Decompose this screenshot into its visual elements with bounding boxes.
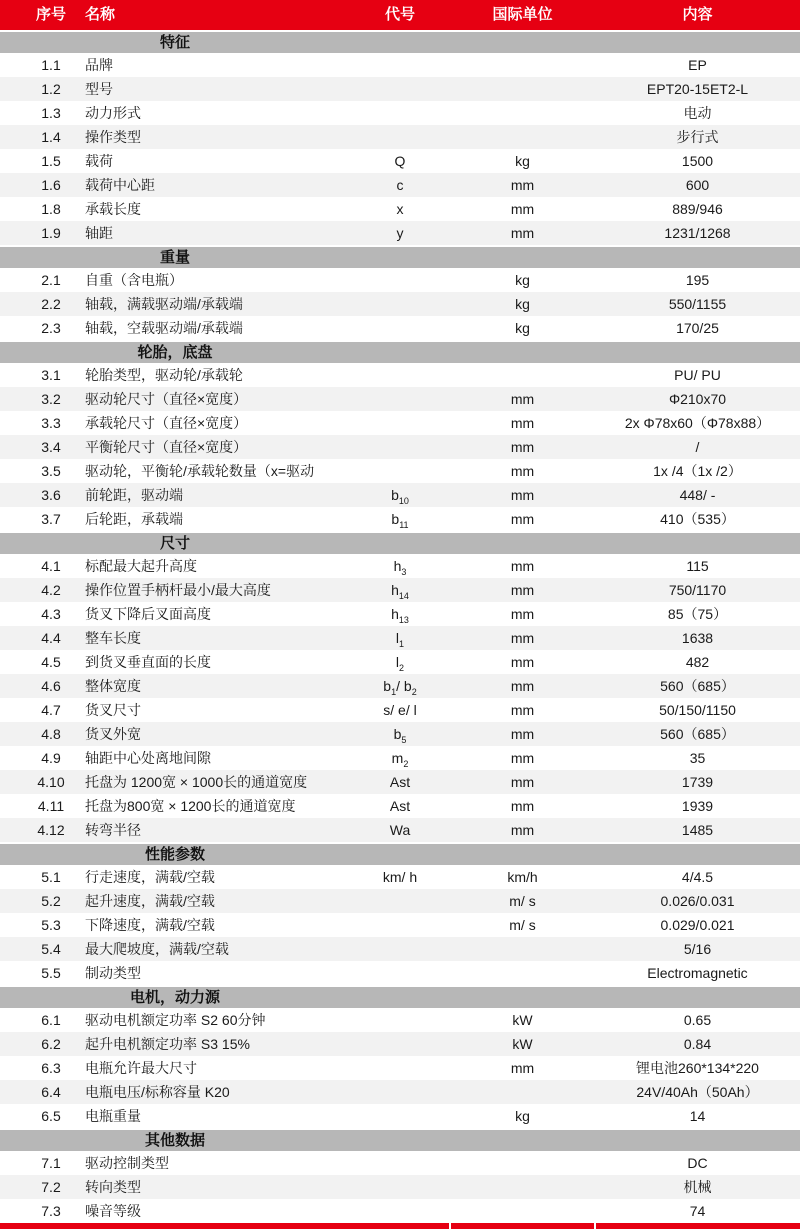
row-unit (450, 1199, 595, 1223)
row-name: 最大爬坡度，满载/空载 (85, 941, 229, 957)
table-row (0, 316, 800, 340)
row-symbol: $b_{11}$ (391, 511, 409, 530)
row-no: 4.5 (41, 654, 61, 670)
row-no: 5.3 (41, 917, 61, 933)
row-symbol (350, 1008, 450, 1032)
row-unit: km/h (507, 869, 538, 885)
row-name: 驱动控制类型 (85, 1155, 169, 1171)
row-symbol (350, 77, 450, 101)
row-unit: mm (510, 391, 535, 407)
row-unit (450, 1080, 595, 1104)
row-name: 货叉下降后叉面高度 (85, 606, 211, 622)
row-no: 1.5 (41, 153, 61, 169)
row-name: 驱动轮，平衡轮/承载轮数量（x=驱动 (85, 463, 315, 479)
table-row (0, 554, 800, 578)
table-row (0, 387, 800, 411)
row-unit: mm (510, 678, 535, 694)
section-title: 特征 (159, 34, 190, 51)
section-title: 电机，动力源 (129, 989, 220, 1006)
row-symbol (350, 913, 450, 937)
row-unit: mm (510, 630, 535, 646)
row-value: EPT20-15ET2-L (646, 81, 749, 97)
bottom-bar-segment (451, 1223, 594, 1229)
row-unit: mm (510, 487, 535, 503)
row-unit: mm (510, 750, 535, 766)
header-col-content: 内容 (682, 6, 713, 23)
header-col-no: 序号 (35, 6, 66, 23)
row-name: 品牌 (85, 57, 113, 73)
row-name: 轴载，满载驱动端/承载端 (85, 296, 243, 312)
table-row (0, 101, 800, 125)
row-symbol: $b_{10}$ (391, 487, 409, 506)
row-symbol (350, 316, 450, 340)
bottom-bar-segment (596, 1223, 800, 1229)
table-row (0, 173, 800, 197)
row-no: 6.1 (41, 1012, 61, 1028)
row-symbol (350, 889, 450, 913)
row-no: 2.3 (41, 320, 61, 336)
row-unit: kW (512, 1036, 533, 1052)
table-row (0, 1008, 800, 1032)
section-header-bar (0, 342, 800, 363)
row-unit: kg (515, 1108, 530, 1124)
row-no: 7.3 (41, 1203, 61, 1219)
row-unit: kW (512, 1012, 533, 1028)
row-unit (450, 77, 595, 101)
row-value: 410（535） (660, 511, 735, 527)
section-title: 轮胎，底盘 (137, 344, 213, 361)
row-name: 电瓶电压/标称容量 K20 (85, 1084, 230, 1100)
row-value: 1500 (681, 153, 714, 169)
header-col-name: 名称 (85, 6, 116, 23)
row-no: 5.5 (41, 965, 61, 981)
bottom-bar-segment (0, 1223, 449, 1229)
row-value: 锂电池260*134*220 (636, 1060, 759, 1076)
row-value: DC (687, 1155, 708, 1171)
bottom-red-bar (0, 1223, 800, 1229)
row-value: / (695, 439, 700, 455)
row-no: 3.5 (41, 463, 61, 479)
section-header-bar (0, 533, 800, 554)
row-value: 170/25 (676, 320, 719, 336)
row-symbol: $m_2$ (391, 750, 409, 769)
row-name: 整体宽度 (85, 678, 141, 694)
table-row (0, 1175, 800, 1199)
row-no: 3.6 (41, 487, 61, 503)
row-no: 1.2 (41, 81, 61, 97)
row-name: 电瓶允许最大尺寸 (85, 1060, 197, 1076)
section-header-bar (0, 844, 800, 865)
row-unit: mm (510, 439, 535, 455)
table-row (0, 77, 800, 101)
table-row (0, 411, 800, 435)
row-no: 5.4 (41, 941, 61, 957)
row-name: 货叉外宽 (85, 726, 141, 742)
table-row (0, 1056, 800, 1080)
row-value: 115 (686, 558, 709, 574)
row-no: 5.1 (41, 869, 61, 885)
row-no: 1.9 (41, 225, 61, 241)
row-symbol: $h_3$ (393, 558, 407, 577)
table-row (0, 674, 800, 698)
row-value: 600 (685, 177, 710, 193)
row-name: 操作类型 (85, 129, 141, 145)
row-name: 承载轮尺寸（直径×宽度） (85, 415, 248, 431)
row-symbol: $h_{14}$ (391, 582, 409, 601)
table-row (0, 650, 800, 674)
row-symbol (350, 961, 450, 985)
row-unit (450, 101, 595, 125)
row-value: 74 (689, 1203, 706, 1219)
table-row (0, 770, 800, 794)
row-value: 0.84 (683, 1036, 712, 1052)
row-name: 轴距中心处离地间隙 (85, 750, 211, 766)
row-symbol (350, 1032, 450, 1056)
table-row (0, 794, 800, 818)
section-title: 尺寸 (159, 535, 190, 552)
row-name: 起升速度，满载/空载 (85, 893, 215, 909)
row-unit (450, 1151, 595, 1175)
section-header-bar (0, 1130, 800, 1151)
row-value: 750/1170 (668, 582, 727, 598)
row-symbol (350, 1151, 450, 1175)
row-name: 载荷中心距 (85, 177, 155, 193)
row-symbol: Q (394, 153, 406, 169)
row-value: 560（685） (660, 678, 735, 694)
table-row (0, 961, 800, 985)
row-no: 3.2 (41, 391, 61, 407)
table-row (0, 363, 800, 387)
row-value: EP (688, 57, 707, 73)
row-no: 2.2 (41, 296, 61, 312)
row-no: 4.7 (41, 702, 61, 718)
header-col-unit: 国际单位 (492, 6, 553, 23)
row-no: 6.4 (41, 1084, 61, 1100)
row-symbol (350, 1056, 450, 1080)
table-row (0, 1104, 800, 1128)
row-value: 2x Φ78x60（Φ78x88） (624, 415, 771, 431)
row-name: 转向类型 (85, 1179, 141, 1195)
row-symbol: $l_2$ (395, 654, 405, 673)
row-symbol (350, 435, 450, 459)
row-name: 托盘为800宽 × 1200长的通道宽度 (85, 798, 296, 814)
row-name: 转弯半径 (85, 822, 141, 838)
row-no: 4.3 (41, 606, 61, 622)
row-unit: kg (515, 296, 530, 312)
row-no: 3.3 (41, 415, 61, 431)
row-value: 机械 (683, 1179, 712, 1195)
row-symbol: $l_1$ (395, 630, 405, 649)
row-name: 行走速度，满载/空载 (85, 869, 215, 885)
section-title: 重量 (159, 249, 190, 266)
row-value: 步行式 (676, 129, 719, 145)
row-value: 1x /4（1x /2） (653, 463, 742, 479)
row-no: 7.2 (41, 1179, 61, 1195)
row-value: 560（685） (660, 726, 735, 742)
row-symbol (350, 1199, 450, 1223)
row-unit: mm (510, 225, 535, 241)
table-row (0, 149, 800, 173)
row-no: 4.11 (37, 798, 65, 814)
table-row (0, 268, 800, 292)
row-unit: mm (510, 1060, 535, 1076)
row-unit: mm (510, 702, 535, 718)
row-unit (450, 937, 595, 961)
table-row (0, 459, 800, 483)
row-unit: mm (510, 798, 535, 814)
row-name: 轴载，空载驱动端/承载端 (85, 320, 243, 336)
row-symbol (350, 363, 450, 387)
row-value: 1939 (681, 798, 714, 814)
row-no: 7.1 (41, 1155, 61, 1171)
row-name: 平衡轮尺寸（直径×宽度） (85, 439, 248, 455)
row-value: 889/946 (672, 201, 723, 217)
table-row (0, 818, 800, 842)
table-row (0, 53, 800, 77)
section-title: 性能参数 (144, 846, 205, 863)
row-value: 1739 (681, 774, 714, 790)
row-unit: m/ s (509, 893, 536, 909)
row-name: 制动类型 (85, 965, 141, 981)
row-value: 5/16 (683, 941, 712, 957)
section-header-bar (0, 987, 800, 1008)
spec-table-body (0, 32, 800, 1223)
table-row (0, 125, 800, 149)
row-name: 电瓶重量 (85, 1108, 141, 1124)
table-row (0, 889, 800, 913)
row-symbol (350, 411, 450, 435)
row-symbol: Ast (389, 798, 411, 814)
row-no: 4.10 (37, 774, 65, 790)
row-name: 后轮距，承载端 (85, 511, 183, 527)
row-no: 4.1 (41, 558, 61, 574)
row-name: 前轮距，驱动端 (85, 487, 183, 503)
row-value: 0.026/0.031 (660, 893, 735, 909)
row-unit: m/ s (509, 917, 536, 933)
row-name: 轴距 (85, 225, 113, 241)
row-unit (450, 125, 595, 149)
row-name: 自重（含电瓶） (85, 272, 183, 288)
row-value: Electromagnetic (647, 965, 748, 981)
row-name: 动力形式 (85, 105, 141, 121)
row-unit: kg (515, 320, 530, 336)
row-name: 下降速度，满载/空载 (85, 917, 215, 933)
row-symbol: y (396, 225, 404, 241)
table-row (0, 626, 800, 650)
row-symbol: km/ h (382, 869, 418, 885)
row-unit: kg (515, 153, 530, 169)
row-unit (450, 1175, 595, 1199)
row-symbol: c (396, 177, 404, 193)
row-no: 4.8 (41, 726, 61, 742)
row-value: 448/ - (679, 487, 716, 503)
row-unit (450, 363, 595, 387)
row-value: 1638 (681, 630, 714, 646)
row-unit: mm (510, 415, 535, 431)
row-name: 型号 (85, 81, 113, 97)
row-value: 482 (685, 654, 710, 670)
row-symbol (350, 937, 450, 961)
section-title: 其他数据 (144, 1132, 205, 1149)
row-no: 4.2 (41, 582, 61, 598)
table-row (0, 435, 800, 459)
row-name: 轮胎类型，驱动轮/承载轮 (85, 367, 243, 383)
row-symbol (350, 292, 450, 316)
row-no: 1.6 (41, 177, 61, 193)
row-symbol: Wa (389, 822, 411, 838)
row-value: 195 (685, 272, 710, 288)
row-value: 0.029/0.021 (660, 917, 735, 933)
row-value: 24V/40Ah（50Ah） (636, 1084, 759, 1100)
row-value: 电动 (683, 105, 712, 121)
row-unit (450, 53, 595, 77)
table-row (0, 698, 800, 722)
row-name: 驱动电机额定功率 S2 60分钟 (85, 1012, 266, 1028)
table-row (0, 746, 800, 770)
row-value: 14 (689, 1108, 706, 1124)
table-row (0, 865, 800, 889)
row-value: 4/4.5 (681, 869, 714, 885)
table-row (0, 937, 800, 961)
table-row (0, 1080, 800, 1104)
table-row (0, 722, 800, 746)
row-symbol (350, 268, 450, 292)
table-row (0, 221, 800, 245)
row-name: 起升电机额定功率 S3 15% (85, 1036, 250, 1052)
table-row (0, 1032, 800, 1056)
row-unit: mm (510, 606, 535, 622)
row-no: 3.7 (41, 511, 61, 527)
row-symbol: $h_{13}$ (391, 606, 409, 625)
row-value: PU/ PU (674, 367, 721, 383)
row-no: 4.6 (41, 678, 61, 694)
row-symbol (350, 1104, 450, 1128)
row-symbol: s/ e/ l (383, 702, 417, 718)
row-symbol (350, 101, 450, 125)
row-no: 6.3 (41, 1060, 61, 1076)
row-symbol (350, 125, 450, 149)
row-no: 1.1 (41, 57, 61, 73)
table-row (0, 1199, 800, 1223)
row-name: 噪音等级 (85, 1203, 141, 1219)
row-value: 0.65 (683, 1012, 712, 1028)
table-row (0, 483, 800, 507)
row-name: 载荷 (85, 153, 113, 169)
table-row (0, 578, 800, 602)
row-symbol: $b_1/$ $b_2$ (383, 678, 417, 697)
table-row (0, 507, 800, 531)
table-row (0, 1151, 800, 1175)
section-header-bar (0, 247, 800, 268)
row-unit: kg (515, 272, 530, 288)
row-no: 3.1 (41, 367, 61, 383)
section-header-bar (0, 32, 800, 53)
row-unit: mm (510, 177, 535, 193)
header-col-symbol: 代号 (384, 6, 415, 23)
row-no: 1.8 (41, 201, 61, 217)
row-no: 3.4 (41, 439, 61, 455)
table-row (0, 292, 800, 316)
table-row (0, 913, 800, 937)
row-value: Φ210x70 (668, 391, 727, 407)
row-symbol (350, 53, 450, 77)
row-no: 4.12 (37, 822, 65, 838)
table-row (0, 197, 800, 221)
row-symbol (350, 1175, 450, 1199)
row-no: 1.3 (41, 105, 61, 121)
row-value: 50/150/1150 (659, 702, 736, 718)
row-no: 1.4 (41, 129, 61, 145)
row-name: 标配最大起升高度 (85, 558, 197, 574)
row-symbol: Ast (389, 774, 411, 790)
row-no: 6.2 (41, 1036, 61, 1052)
row-no: 4.9 (41, 750, 61, 766)
row-unit: mm (510, 201, 535, 217)
row-unit (450, 961, 595, 985)
row-name: 操作位置手柄杆最小/最大高度 (85, 582, 271, 598)
row-unit: mm (510, 774, 535, 790)
row-value: 550/1155 (668, 296, 727, 312)
row-unit: mm (510, 822, 535, 838)
row-no: 4.4 (41, 630, 61, 646)
row-value: 1231/1268 (664, 225, 731, 241)
row-symbol (350, 387, 450, 411)
row-unit: mm (510, 726, 535, 742)
row-unit: mm (510, 654, 535, 670)
row-name: 整车长度 (85, 630, 141, 646)
row-symbol (350, 459, 450, 483)
row-no: 2.1 (41, 272, 61, 288)
row-symbol (350, 1080, 450, 1104)
row-unit: mm (510, 511, 535, 527)
row-value: 85（75） (667, 606, 728, 622)
row-value: 35 (689, 750, 706, 766)
row-unit: mm (510, 582, 535, 598)
table-header-row (0, 0, 800, 30)
row-no: 5.2 (41, 893, 61, 909)
row-symbol: x (396, 201, 404, 217)
row-name: 到货叉垂直面的长度 (85, 654, 211, 670)
row-name: 驱动轮尺寸（直径×宽度） (85, 391, 248, 407)
table-row (0, 602, 800, 626)
row-value: 1485 (681, 822, 714, 838)
row-no: 6.5 (41, 1108, 61, 1124)
row-unit: mm (510, 463, 535, 479)
row-symbol: $b_5$ (393, 726, 407, 745)
row-unit: mm (510, 558, 535, 574)
row-name: 托盘为 1200宽 × 1000长的通道宽度 (85, 774, 308, 790)
row-name: 承载长度 (85, 201, 141, 217)
row-name: 货叉尺寸 (85, 702, 141, 718)
